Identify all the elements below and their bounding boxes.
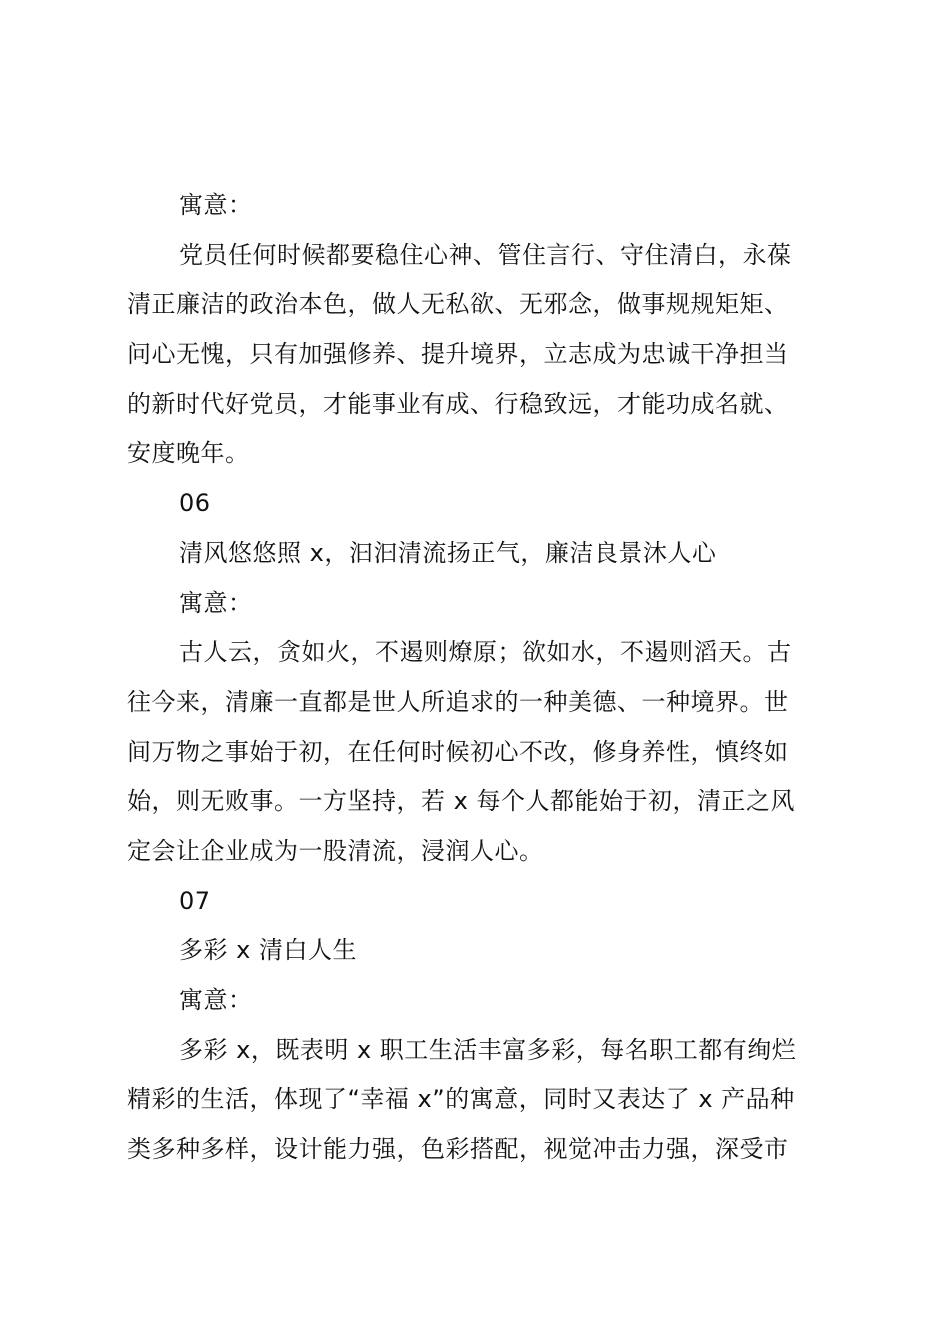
paragraph-line: 精彩的生活，体现了“幸福 x”的寓意，同时又表达了 x 产品种: [127, 1085, 795, 1114]
section-title: 多彩 x 清白人生: [179, 936, 357, 965]
paragraph-line: 安度晚年。: [127, 439, 250, 468]
paragraph-line: 问心无愧，只有加强修养、提升境界，立志成为忠诚干净担当: [127, 340, 789, 369]
paragraph-line: 始，则无败事。一方坚持，若 x 每个人都能始于初，清正之风: [127, 787, 795, 816]
paragraph-line: 间万物之事始于初，在任何时候初心不改，修身养性，慎终如: [127, 737, 789, 766]
paragraph-label: 寓意：: [179, 588, 253, 617]
paragraph-label: 寓意：: [179, 986, 253, 1014]
paragraph-line: 党员任何时候都要稳住心神、管住言行、守住清白，永葆: [179, 240, 792, 269]
paragraph-line: 定会让企业成为一股清流，浸润人心。: [127, 836, 544, 865]
paragraph-label: 寓意：: [179, 191, 253, 219]
paragraph-line: 清正廉洁的政治本色，做人无私欲、无邪念，做事规规矩矩、: [127, 290, 789, 319]
paragraph-line: 多彩 x，既表明 x 职工生活丰富多彩，每名职工都有绚烂: [179, 1035, 797, 1064]
paragraph-line: 往今来，清廉一直都是世人所追求的一种美德、一种境界。世: [127, 687, 789, 716]
section-number: 06: [179, 489, 211, 518]
paragraph-line: 的新时代好党员，才能事业有成、行稳致远，才能功成名就、: [127, 389, 789, 418]
section-title: 清风悠悠照 x，汩汩清流扬正气，廉洁良景沐人心: [179, 538, 717, 567]
paragraph-line: 古人云，贪如火，不遏则燎原；欲如水，不遏则滔天。古: [179, 638, 792, 667]
paragraph-line: 类多种多样，设计能力强，色彩搭配，视觉冲击力强，深受市: [127, 1135, 789, 1164]
section-number: 07: [179, 886, 211, 915]
document-body: [127, 181, 835, 1175]
